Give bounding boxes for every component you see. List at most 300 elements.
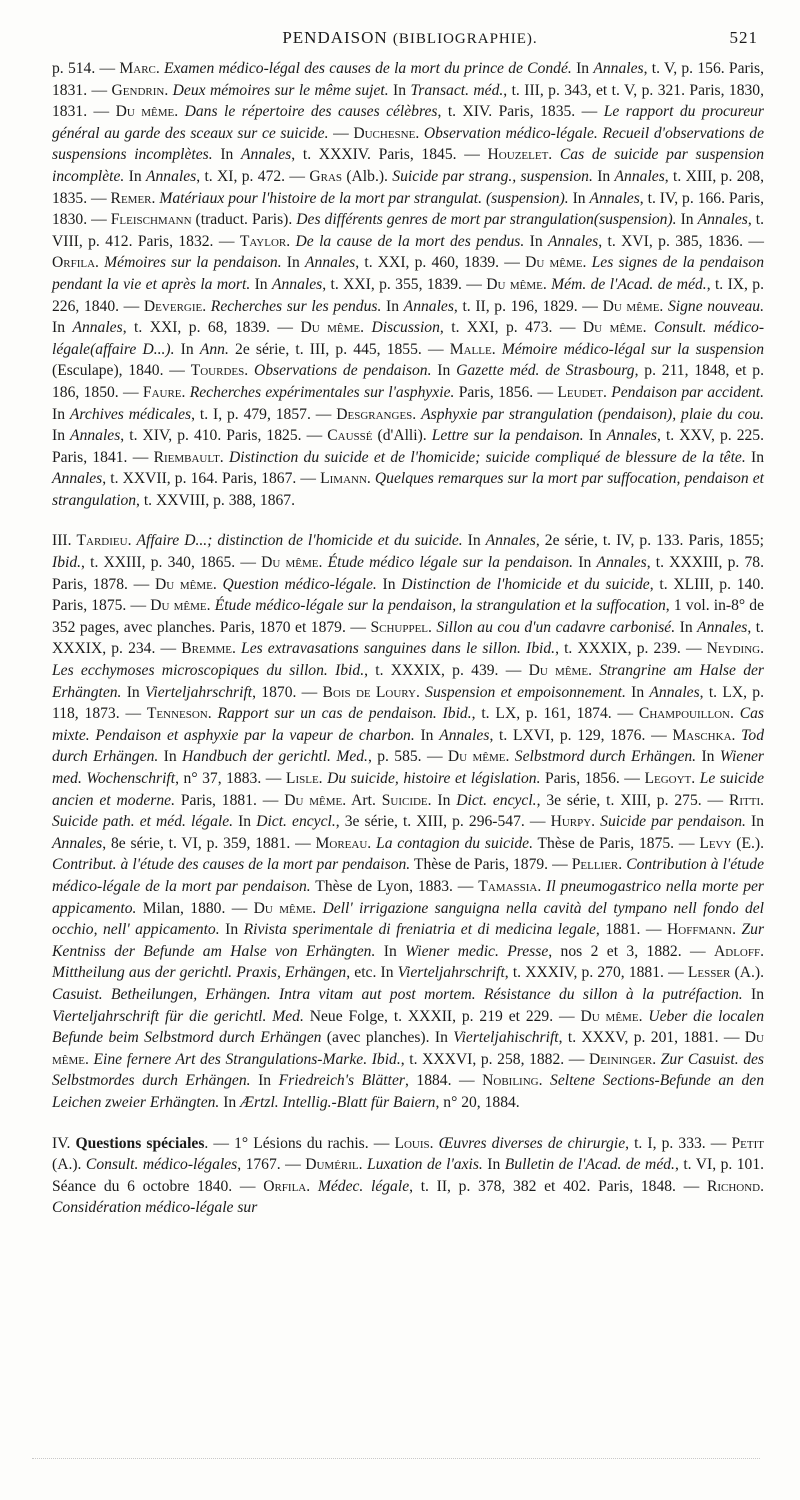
- citation-text: .: [415, 683, 426, 701]
- work-title: Bulletin de l'Acad. de méd.: [504, 1156, 675, 1174]
- work-title: Lettre sur la pendaison.: [431, 427, 584, 445]
- author-name: Legoyt: [644, 770, 692, 787]
- work-title: Mém. de l'Acad. de méd.: [551, 275, 707, 293]
- bottom-bleed-through: [32, 1458, 760, 1461]
- author-name: Maschka: [672, 726, 732, 744]
- citation-text: In: [431, 362, 457, 380]
- citation-text: , t. XXXIX, p. 234. —: [52, 618, 764, 658]
- work-title: Wiener medic. Presse: [405, 942, 549, 960]
- running-header: [62, 28, 758, 52]
- work-title: Zur Casuist. des Selbstmordes durch Erhängen.: [52, 1050, 764, 1090]
- author-name: Du même: [150, 597, 207, 615]
- citation-text: Paris, 1856. —: [540, 770, 645, 787]
- author-name: Houzelet: [487, 146, 549, 164]
- citation-text: In: [583, 427, 607, 445]
- work-title: Question médico-légale.: [222, 575, 377, 593]
- citation-text: .: [207, 705, 218, 723]
- citation-text: In: [212, 146, 242, 164]
- citation-text: In: [696, 748, 720, 766]
- citation-text: , t. XVI, p. 385, 1836. —: [598, 232, 764, 250]
- citation-text: In: [524, 232, 548, 250]
- author-name: Tardieu: [76, 532, 128, 550]
- citation-text: .: [244, 362, 254, 380]
- work-title: Distinction du suicide et de l'homicide; suicide compliqué de blessure de la tête.: [228, 448, 746, 466]
- citation-text: , t. VI, p. 101. Séance du 6 octobre 1840. —: [52, 1156, 765, 1195]
- work-title: Cas de suicide par suspension incomplète.: [52, 146, 764, 185]
- citation-text: .: [151, 189, 160, 207]
- citation-text: .: [588, 662, 600, 680]
- citation-text: In: [233, 813, 257, 831]
- citation-text: In: [388, 81, 411, 99]
- work-title: Distinction de l'homicide et du suicide: [401, 575, 650, 593]
- work-title: Quelques remarques sur la mort par suffocation, pendaison et strangulation: [52, 470, 764, 509]
- citation-text: , p. 211, 1848, et p. 186, 1850. —: [52, 362, 764, 401]
- citation-text: p. 514. —: [52, 60, 120, 77]
- citation-text: .: [358, 1156, 368, 1174]
- work-title: Le suicide ancien et moderne.: [52, 770, 765, 809]
- work-title: Les extravasations sanguines dans le sillon. Ibid.: [241, 640, 556, 658]
- citation-text: , t. XXV, p. 225. Paris, 1841. —: [52, 427, 765, 466]
- citation-text: , t. II, p. 378, 382 et 402. Paris, 1848. —: [409, 1177, 707, 1195]
- header-subtitle: (BIBLIOGRAPHIE).: [392, 31, 538, 47]
- citation-text: .: [202, 297, 211, 315]
- work-title: Annales: [614, 167, 665, 185]
- citation-text: .: [548, 146, 560, 164]
- author-name: Gras: [309, 167, 343, 185]
- citation-text: .: [155, 60, 165, 77]
- author-name: Schuppel: [370, 618, 429, 636]
- citation-text: , t. IX, p. 226, 1840. —: [52, 275, 765, 315]
- work-title: Médec. légale: [317, 1177, 410, 1195]
- author-name: Du même: [525, 254, 583, 272]
- citation-text: In: [52, 405, 70, 423]
- author-name: Orfila: [263, 1177, 307, 1195]
- author-name: Nobiling: [482, 1072, 539, 1090]
- author-name: Neyding: [706, 640, 761, 658]
- citation-text: IV.: [52, 1134, 76, 1152]
- section-heading: Questions spéciales: [75, 1134, 205, 1152]
- citation-text: , t. XI, p. 472. —: [196, 167, 310, 185]
- citation-text: , t. XLIII, p. 140. Paris, 1875. —: [52, 575, 765, 615]
- citation-text: .: [318, 770, 328, 787]
- work-title: Discussion: [371, 319, 440, 337]
- citation-text: (A.).: [730, 964, 764, 982]
- running-title: [62, 28, 758, 48]
- citation-text: , t. XXI, p. 473. —: [439, 319, 583, 337]
- work-title: Tod durch Erhängen.: [52, 726, 764, 766]
- citation-text: , t. IV, p. 166. Paris, 1830. —: [52, 189, 764, 229]
- citation-text: , 2e série, t. IV, p. 133. Paris, 1855;: [535, 532, 764, 550]
- citation-text: Milan, 1880. —: [136, 899, 254, 917]
- author-name: Malle: [449, 340, 492, 358]
- citation-text: .: [602, 383, 612, 401]
- citation-text: .: [219, 448, 229, 466]
- author-name: Devergie: [143, 297, 203, 315]
- work-title: Annales: [485, 532, 536, 550]
- citation-text: , etc. In: [346, 964, 398, 982]
- work-title: Transact. méd.: [410, 81, 504, 99]
- work-title: Dans le répertoire des causes célèbres: [184, 103, 438, 121]
- citation-text: In: [482, 1156, 505, 1174]
- work-title: Cas mixte. Pendaison et asphyxie par la vapeur de charbon.: [52, 705, 765, 744]
- author-name: Du même: [580, 1007, 639, 1025]
- citation-text: , t. XXI, p. 68, 1839. —: [122, 319, 301, 337]
- bibliography-paragraph: [52, 530, 764, 1113]
- author-name: Tourdes: [190, 362, 245, 380]
- author-name: Orfila: [52, 254, 96, 272]
- author-name: Du même: [154, 575, 213, 593]
- citation-text: In: [124, 167, 146, 185]
- citation-text: , 1 vol. in-8° de 352 pages, avec planches. Paris, 1870 et 1879. —: [52, 597, 765, 636]
- work-title: Zur Kentniss der Befunde am Halse von Erhängten.: [52, 921, 765, 960]
- citation-text: , t. LX, p. 118, 1873. —: [52, 683, 764, 723]
- citation-text: .: [95, 254, 105, 272]
- work-title: Suicide par pendaison.: [600, 813, 746, 831]
- citation-text: .: [367, 834, 377, 852]
- citation-text: (d'Alli).: [372, 427, 432, 445]
- citation-text: In: [376, 575, 402, 593]
- work-title: Recherches expérimentales sur l'asphyxie.: [189, 383, 455, 401]
- citation-text: , t. XXXVI, p. 258, 1882. —: [400, 1050, 589, 1068]
- citation-text: .: [505, 748, 515, 766]
- work-title: Annales: [145, 167, 197, 185]
- citation-text: (Alb.).: [342, 167, 393, 185]
- citation-text: , 1767. —: [237, 1156, 306, 1174]
- author-name: Faure: [142, 383, 182, 401]
- citation-text: , 3e série, t. XIII, p. 296-547. —: [335, 813, 551, 831]
- author-name: Hurpy: [550, 813, 592, 831]
- work-title: Dell' irrigazione sanguigna nella cavità del tympano nell fondo del occhio, nell' appicamento.: [52, 899, 765, 939]
- citation-text: .: [164, 81, 173, 99]
- page-number: 521: [729, 28, 758, 47]
- work-title: Annales: [439, 726, 490, 744]
- citation-text: In: [676, 211, 698, 229]
- citation-text: . Art.: [342, 791, 382, 809]
- work-title: Mémoires sur la pendaison.: [104, 254, 282, 272]
- citation-text: , p. 585. —: [367, 748, 448, 766]
- citation-text: (E.).: [731, 834, 764, 852]
- citation-text: , n° 37, 1883. —: [175, 770, 286, 787]
- citation-text: .: [366, 470, 375, 488]
- citation-text: .: [732, 921, 742, 939]
- work-title: Gazette méd. de Strasbourg: [456, 362, 635, 380]
- citation-text: (Esculape), 1840. —: [52, 362, 191, 380]
- citation-text: .: [691, 770, 700, 787]
- citation-text: , t. XXI, p. 460, 1839. —: [355, 254, 526, 272]
- author-name: Limann: [320, 470, 367, 488]
- work-title: Selbstmord durch Erhängen.: [514, 748, 697, 766]
- citation-text: .: [206, 597, 215, 615]
- work-title: Examen médico-légal des causes de la mort du prince de Condé.: [164, 60, 572, 77]
- citation-text: .: [542, 275, 552, 293]
- citation-text: .: [731, 726, 742, 744]
- author-name: Bois de Loury: [322, 683, 416, 701]
- citation-text: , t. XXVIII, p. 388, 1867.: [136, 491, 295, 509]
- author-name: Du même: [447, 748, 506, 766]
- citation-text: In: [414, 726, 440, 744]
- citation-text: . — 1° Lésions du rachis. —: [204, 1134, 395, 1152]
- citation-text: In: [745, 448, 765, 466]
- author-name: Petit: [731, 1134, 764, 1152]
- work-title: Contribut. à l'étude des causes de la mort par pendaison.: [52, 856, 411, 874]
- citation-text: , t. XXI, p. 355, 1839. —: [322, 275, 487, 293]
- work-title: Friedreich's Blätter: [278, 1072, 405, 1090]
- work-title: Vierteljahrschrift: [397, 964, 505, 982]
- bibliography-text: [52, 58, 764, 1219]
- work-title: La contagion du suicide.: [376, 834, 533, 852]
- citation-text: , nos 2 et 3, 1882. —: [548, 942, 714, 960]
- work-title: Luxation de l'axis.: [367, 1156, 483, 1174]
- citation-text: .: [618, 856, 627, 874]
- work-title: Annales: [70, 427, 121, 445]
- work-title: Annales: [52, 834, 103, 852]
- citation-text: In: [625, 683, 650, 701]
- citation-text: , t. III, p. 343, et t. V, p. 321. Paris, 1830, 1831. —: [52, 81, 765, 121]
- citation-text: In: [675, 618, 698, 636]
- work-title: Ærtzl. Intellig.-Blatt für Baiern: [240, 1093, 436, 1111]
- citation-text: .: [591, 813, 601, 831]
- author-name: Du même: [52, 1029, 765, 1068]
- citation-text: .: [730, 705, 740, 723]
- author-name: Du même: [602, 297, 660, 315]
- citation-text: .: [85, 1050, 94, 1068]
- citation-text: , 3e série, t. XIII, p. 275. —: [536, 791, 729, 809]
- author-name: Champouillon: [638, 705, 730, 723]
- citation-text: , n° 20, 1884.: [435, 1093, 520, 1111]
- work-title: Les signes de la pendaison pendant la vie et après la mort.: [52, 254, 765, 293]
- work-title: Wiener med. Wochenschrift: [52, 748, 764, 787]
- work-title: Pendaison par accident.: [611, 383, 765, 401]
- work-title: Les ecchymoses microscopiques du sillon. Ibid.: [52, 662, 365, 680]
- author-name: Du même: [582, 319, 643, 337]
- work-title: Annales: [697, 618, 748, 636]
- work-title: Ibid.: [52, 554, 82, 572]
- citation-text: In: [568, 189, 590, 207]
- citation-text: .: [312, 899, 323, 917]
- author-name: Bremme: [181, 640, 232, 658]
- author-name: Lisle: [285, 770, 319, 787]
- work-title: Handbuch der gerichtl. Med.: [182, 748, 368, 766]
- citation-text: In: [250, 1072, 279, 1090]
- work-title: Le rapport du procureur général au garde des sceaux sur ce suicide.: [52, 103, 764, 142]
- author-name: Suicide: [381, 791, 428, 809]
- citation-text: , t. VIII, p. 412. Paris, 1832. —: [52, 211, 765, 250]
- citation-text: , t. XIII, p. 208, 1835. —: [52, 167, 764, 207]
- citation-text: In: [121, 683, 145, 701]
- author-name: Lesser: [687, 964, 731, 982]
- author-name: Ritti: [728, 791, 761, 809]
- citation-text: , t. V, p. 156. Paris, 1831. —: [52, 60, 764, 99]
- citation-text: .: [582, 254, 592, 272]
- work-title: Affaire D...; distinction de l'homicide et du suicide.: [136, 532, 463, 550]
- author-name: Du même: [528, 662, 589, 680]
- work-title: Casuist. Betheilungen, Erhängen. Intra vitam aut post mortem. Résistance du sillon à la putréfaction.: [52, 985, 743, 1003]
- author-name: Gendrin: [111, 81, 165, 99]
- author-name: Adloff: [714, 942, 761, 960]
- work-title: Rapport sur un cas de pendaison. Ibid.: [217, 705, 472, 723]
- author-name: Caussé: [327, 427, 373, 445]
- author-name: Du même: [115, 103, 175, 121]
- citation-text: , 1870. —: [252, 683, 323, 701]
- citation-text: .: [537, 877, 547, 895]
- work-title: Suicide path. et méd. légale.: [52, 813, 234, 831]
- citation-text: In: [375, 942, 406, 960]
- citation-text: In: [52, 319, 73, 337]
- citation-text: In: [219, 921, 244, 939]
- work-title: Annales: [72, 319, 123, 337]
- citation-text: , t. XXXIX, p. 439. —: [364, 662, 529, 680]
- citation-text: .: [360, 319, 372, 337]
- work-title: Considération médico-légale sur: [52, 1199, 258, 1217]
- work-title: Annales: [606, 427, 657, 445]
- citation-text: .: [306, 1177, 318, 1195]
- work-title: Ueber die localen Befunde beim Selbstmord durch Erhängen: [52, 1007, 765, 1047]
- author-name: Richond: [706, 1177, 761, 1195]
- work-title: Annales: [593, 60, 644, 77]
- work-title: Vierteljahrschrift: [145, 683, 253, 701]
- citation-text: , t. XXXIX, p. 239. —: [555, 640, 707, 658]
- author-name: Tamassia: [478, 877, 538, 895]
- author-name: Levy: [699, 834, 732, 852]
- citation-text: In: [571, 60, 594, 77]
- work-title: Du suicide, histoire et législation.: [327, 770, 541, 787]
- citation-text: In: [381, 297, 404, 315]
- author-name: Pellier: [571, 856, 619, 874]
- citation-text: , 8e série, t. VI, p. 359, 1881. —: [102, 834, 316, 852]
- citation-text: In: [281, 254, 306, 272]
- work-title: Consult. médico-légale(affaire D...).: [52, 319, 765, 358]
- citation-text: In: [52, 427, 71, 445]
- header-title: PENDAISON: [282, 28, 388, 47]
- citation-text: .: [652, 1050, 661, 1068]
- citation-text: (A.).: [52, 1156, 86, 1174]
- citation-text: . In: [427, 791, 457, 809]
- author-name: Leudet: [557, 383, 603, 401]
- citation-text: , t. XXXIII, p. 78. Paris, 1878. —: [52, 554, 764, 593]
- citation-text: In: [592, 167, 615, 185]
- citation-text: .: [286, 232, 296, 250]
- work-title: Strangrine am Halse der Erhängten.: [52, 662, 764, 701]
- citation-text: .: [659, 297, 668, 315]
- citation-text: , t. XXVII, p. 164. Paris, 1867. —: [102, 470, 321, 488]
- work-title: Recherches sur les pendus.: [210, 297, 382, 315]
- citation-text: In: [174, 340, 200, 358]
- citation-text: Neue Folge, t. XXXII, p. 219 et 229. —: [303, 1007, 581, 1025]
- work-title: Observations de pendaison.: [253, 362, 432, 380]
- citation-text: 2e série, t. III, p. 445, 1855. —: [228, 340, 450, 358]
- citation-text: .: [127, 532, 137, 550]
- work-title: Asphyxie par strangulation (pendaison), plaie du cou.: [421, 405, 764, 423]
- work-title: Annales: [697, 211, 748, 229]
- work-title: Ann.: [199, 340, 229, 358]
- citation-text: , t. LXVI, p. 129, 1876. —: [489, 726, 673, 744]
- citation-text: , 1884. —: [404, 1072, 483, 1090]
- author-name: Du même: [486, 275, 543, 293]
- work-title: De la cause de la mort des pendus.: [295, 232, 525, 250]
- work-title: Observation médico-légale. Recueil d'observations de suspensions incomplètes.: [52, 124, 764, 164]
- author-name: Duchesne: [353, 124, 416, 142]
- citation-text: .: [428, 618, 437, 636]
- bibliography-paragraph: [52, 58, 764, 511]
- citation-text: Thèse de Paris, 1875. —: [532, 834, 700, 852]
- work-title: Vierteljahischrift: [453, 1029, 559, 1047]
- work-title: Consult. médico-légales: [85, 1156, 238, 1174]
- citation-text: .: [415, 124, 424, 142]
- citation-text: In: [219, 1093, 241, 1111]
- work-title: Annales: [403, 297, 454, 315]
- citation-text: .: [491, 340, 502, 358]
- citation-text: Thèse de Lyon, 1883. —: [310, 877, 479, 895]
- citation-text: In: [573, 554, 597, 572]
- work-title: Dict. encycl.: [256, 813, 336, 831]
- citation-text: .: [760, 791, 765, 809]
- citation-text: (traduct. Paris).: [191, 211, 297, 229]
- author-name: Fleischmann: [110, 211, 192, 229]
- work-title: Mittheilung aus der gerichtl. Praxis, Erhängen: [52, 964, 347, 982]
- citation-text: III.: [52, 532, 77, 550]
- author-name: Du même: [261, 554, 319, 572]
- citation-text: .: [429, 1134, 439, 1152]
- citation-text: In: [462, 532, 486, 550]
- citation-text: .: [174, 103, 185, 121]
- citation-text: (avec planches). In: [321, 1029, 454, 1047]
- citation-text: , t. XXIII, p. 340, 1865. —: [81, 554, 262, 572]
- work-title: Annales: [649, 683, 700, 701]
- work-title: Annales: [241, 146, 292, 164]
- author-name: Du même: [300, 319, 361, 337]
- author-name: Moreau: [315, 834, 368, 852]
- citation-text: Paris, 1856. —: [454, 383, 558, 401]
- citation-text: .: [760, 942, 765, 960]
- citation-text: .: [318, 554, 328, 572]
- citation-text: In: [250, 275, 272, 293]
- citation-text: In: [158, 748, 183, 766]
- citation-text: , t. XXXIV, p. 270, 1881. —: [504, 964, 688, 982]
- author-name: Remer: [110, 189, 152, 207]
- author-name: Marc: [119, 60, 156, 77]
- citation-text: .: [181, 383, 190, 401]
- work-title: Seltene Sections-Befunde an den Leichen zweier Erhängten.: [52, 1072, 765, 1111]
- author-name: Deininger: [589, 1050, 653, 1068]
- work-title: Annales: [271, 275, 323, 293]
- citation-text: .: [642, 319, 654, 337]
- work-title: Des différents genres de mort par strangulation(suspension).: [296, 211, 677, 229]
- work-title: Annales: [548, 232, 599, 250]
- citation-text: , t. XIV, p. 410. Paris, 1825. —: [120, 427, 328, 445]
- citation-text: , t. I, p. 479, 1857. —: [191, 405, 337, 423]
- work-title: Archives médicales: [69, 405, 192, 423]
- work-title: Signe nouveau.: [667, 297, 765, 315]
- work-title: Annales: [596, 554, 647, 572]
- work-title: Annales: [589, 189, 640, 207]
- author-name: Hoffmann: [667, 921, 733, 939]
- work-title: Suicide par strang., suspension.: [392, 167, 593, 185]
- author-name: Taylor: [239, 232, 287, 250]
- work-title: Mémoire médico-légal sur la suspension: [501, 340, 765, 358]
- work-title: Rivista sperimentale di freniatria et di medicina legale: [243, 921, 596, 939]
- work-title: Annales: [305, 254, 356, 272]
- work-title: Annales: [52, 470, 103, 488]
- work-title: Vierteljahrschrift für die gerichtl. Med.: [52, 1007, 304, 1025]
- author-name: Du même: [284, 791, 343, 809]
- work-title: Deux mémoires sur le même sujet.: [172, 81, 389, 99]
- citation-text: , t. XIV. Paris, 1835. —: [437, 103, 604, 121]
- work-title: Étude médico légale sur la pendaison.: [327, 554, 574, 572]
- citation-text: In: [745, 813, 765, 831]
- citation-text: Thèse de Paris, 1879. —: [410, 856, 572, 874]
- work-title: Sillon au cou d'un cadavre carbonisé.: [436, 618, 676, 636]
- author-name: Tenneson: [146, 705, 208, 723]
